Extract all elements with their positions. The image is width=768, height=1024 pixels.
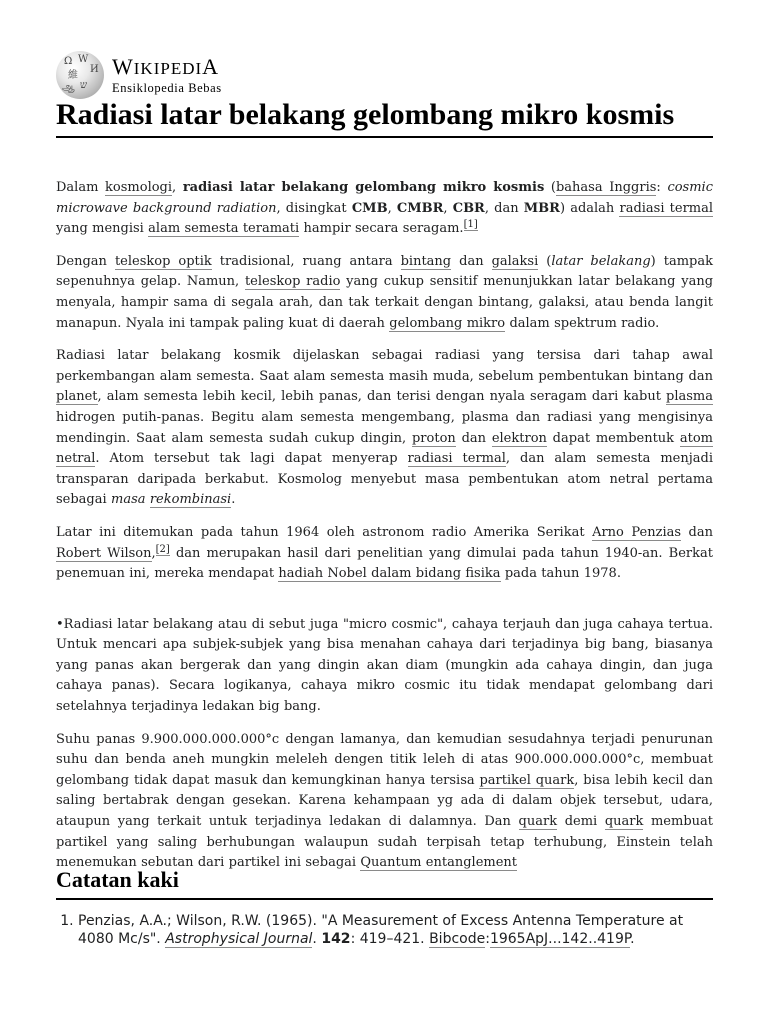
link-arno-penzias[interactable]: Arno Penzias	[592, 524, 682, 540]
link-kosmologi[interactable]: kosmologi	[105, 180, 173, 195]
spacer	[56, 597, 713, 615]
link-bibcode[interactable]: Bibcode	[429, 931, 486, 947]
link-quark-2[interactable]: quark	[604, 814, 644, 830]
reference-item: 1. Penzias, A.A.; Wilson, R.W. (1965). "A Measurement of Excess Antenna Temperature at 4080 Mc/s". Astrophysical Journal. 142: 419–421. Bibcode:1965ApJ...142..419P.	[78, 912, 718, 948]
link-radiasi-termal[interactable]: radiasi termal	[619, 200, 714, 216]
globe-glyph: Ω	[64, 56, 73, 67]
italic-term: masa	[111, 492, 150, 508]
paragraph-4: Latar ini ditemukan pada tahun 1964 oleh astronom radio Amerika Serikat Arno Penzias dan Robert Wilson,[2] dan merupakan hasil dari penelitian yang dimulai pada tahun 1940-an. Berkat penemuan ini, mereka mendapat hadiah Nobel dalam bidang fisika pada tahun 1978.	[56, 524, 714, 582]
link-bahasa-inggris[interactable]: bahasa Inggris	[555, 180, 657, 195]
english-term: cosmic microwave background radiation	[56, 180, 713, 216]
wordmark-tagline: Ensiklopedia Bebas	[112, 80, 222, 95]
volume: 142	[321, 931, 351, 947]
link-hadiah-nobel[interactable]: hadiah Nobel dalam bidang fisika	[278, 566, 501, 582]
link-quantum-entanglement[interactable]: Quantum entanglement	[360, 855, 518, 871]
globe-glyph: W	[78, 54, 89, 65]
bold-term: radiasi latar belakang gelombang mikro kosmis	[182, 180, 545, 195]
journal-name: Astrophysical Journal	[165, 931, 313, 947]
paragraph-6: Suhu panas 9.900.000.000.000°c dengan lamanya, dan kemudian sesudahnya terjadi penurunan suhu dan benda aneh mungkin meleleh dengen titik leleh di atas 900.000.000.000°c, membuat gelombang tidak dapat masuk dan kemungkinan hanya tersisa partikel quark, bisa lebih kecil dan saling bertabrak dengan gesekan. Karena kehampaan yg ada di dalam objek tersebut, udara, ataupun yang terkait untuk terjadinya ledakan di dalamnya. Dan quark demi quark membuat partikel yang saling berhubungan walaupun sudah terpisah tetap terhubung, Einstein telah menemukan sebutan dari partikel ini sebagai Quantum entanglement	[56, 731, 713, 871]
abbr-cbr: CBR	[452, 200, 485, 216]
globe-glyph: 維	[68, 70, 78, 81]
link-rekombinasi[interactable]: rekombinasi	[149, 492, 232, 508]
abbr-mbr: MBR	[523, 200, 560, 216]
link-alam-semesta-teramati[interactable]: alam semesta teramati	[148, 221, 300, 237]
link-radiasi-termal-2[interactable]: radiasi termal	[407, 451, 506, 467]
footnote-ref-2[interactable]: [2]	[155, 543, 170, 555]
link-plasma[interactable]: plasma	[666, 389, 713, 405]
link-robert-wilson[interactable]: Robert Wilson	[56, 545, 152, 561]
abbr-cmbr: CMBR	[396, 200, 444, 216]
link-gelombang-mikro[interactable]: gelombang mikro	[389, 315, 506, 331]
site-logo[interactable]	[56, 52, 222, 98]
link-teleskop-optik[interactable]: teleskop optik	[114, 253, 212, 269]
references-list	[56, 912, 718, 948]
paragraph-5: •Radiasi latar belakang atau di sebut juga "micro cosmic", cahaya terjauh dan juga cahaya tertua. Untuk mencari apa subjek-subjek yang bisa menahan cahaya dari terjadinya big bang, biasanya yang panas akan bergerak dan yang dingin akan diam (mungkin ada cahaya dingin, dan juga cahaya panas). Secara logikanya, cahaya mikro cosmic itu tidak mendapat gelombang dari setelahnya terjadinya ledakan big bang.	[56, 616, 713, 715]
abbr-cmb: CMB	[351, 200, 388, 216]
wordmark[interactable]	[112, 53, 222, 95]
paragraph-3: Radiasi latar belakang kosmik dijelaskan sebagai radiasi yang tersisa dari tahap awal perkembangan alam semesta. Saat alam semesta masih muda, sebelum pembentukan bintang dan planet, alam semesta lebih kecil, lebih panas, dan terisi dengan nyala seragam dari kabut plasma hidrogen putih-panas. Begitu alam semesta mengembang, plasma dan radiasi yang mengisinya mendingin. Saat alam semesta sudah cukup dingin, proton dan elektron dapat membentuk atom netral. Atom tersebut tak lagi dapat menyerap radiasi termal, dan alam semesta menjadi transparan daripada berkabut. Kosmolog menyebut masa pembentukan atom netral pertama sebagai masa rekombinasi.	[56, 348, 713, 508]
link-quark[interactable]: quark	[518, 814, 558, 830]
paragraph-intro: Dalam kosmologi, radiasi latar belakang gelombang mikro kosmis (bahasa Inggris: cosmic microwave background radiation, disingkat CMB, CMBR, CBR, dan MBR) adalah radiasi termal yang mengisi alam semesta teramati hampir secara seragam.[1]	[56, 180, 714, 237]
globe-glyph: ש	[80, 80, 88, 91]
link-partikel-quark[interactable]: partikel quark	[479, 772, 575, 788]
section-heading-notes: Catatan kaki	[56, 866, 713, 900]
article-body	[56, 178, 713, 886]
link-elektron[interactable]: elektron	[491, 430, 547, 446]
link-galaksi[interactable]: galaksi	[491, 253, 539, 269]
paragraph-2: Dengan teleskop optik tradisional, ruang antara bintang dan galaksi (latar belakang) tampak sepenuhnya gelap. Namun, teleskop radio yang cukup sensitif menunjukkan latar belakang yang menyala, hampir sama di segala arah, dan tak terkait dengan bintang, galaksi, atau benda langit manapun. Nyala ini tampak paling kuat di daerah gelombang mikro dalam spektrum radio.	[56, 253, 714, 331]
link-teleskop-radio[interactable]: teleskop radio	[244, 274, 341, 290]
globe-glyph: И	[90, 64, 99, 75]
italic-term: latar belakang	[551, 253, 651, 269]
link-planet[interactable]: planet	[56, 389, 98, 405]
globe-glyph: ஆ	[62, 82, 75, 93]
link-bibcode-value[interactable]: 1965ApJ...142..419P	[489, 931, 631, 947]
link-proton[interactable]: proton	[411, 430, 456, 446]
link-atom-netral[interactable]: atom netral	[56, 430, 713, 467]
wordmark-title: WIKIPEDIA	[112, 53, 220, 79]
footnote-ref-1[interactable]: [1]	[463, 219, 478, 231]
link-bintang[interactable]: bintang	[400, 253, 452, 269]
wikipedia-globe-icon[interactable]	[56, 51, 104, 99]
page-title: Radiasi latar belakang gelombang mikro kosmis	[56, 98, 713, 138]
